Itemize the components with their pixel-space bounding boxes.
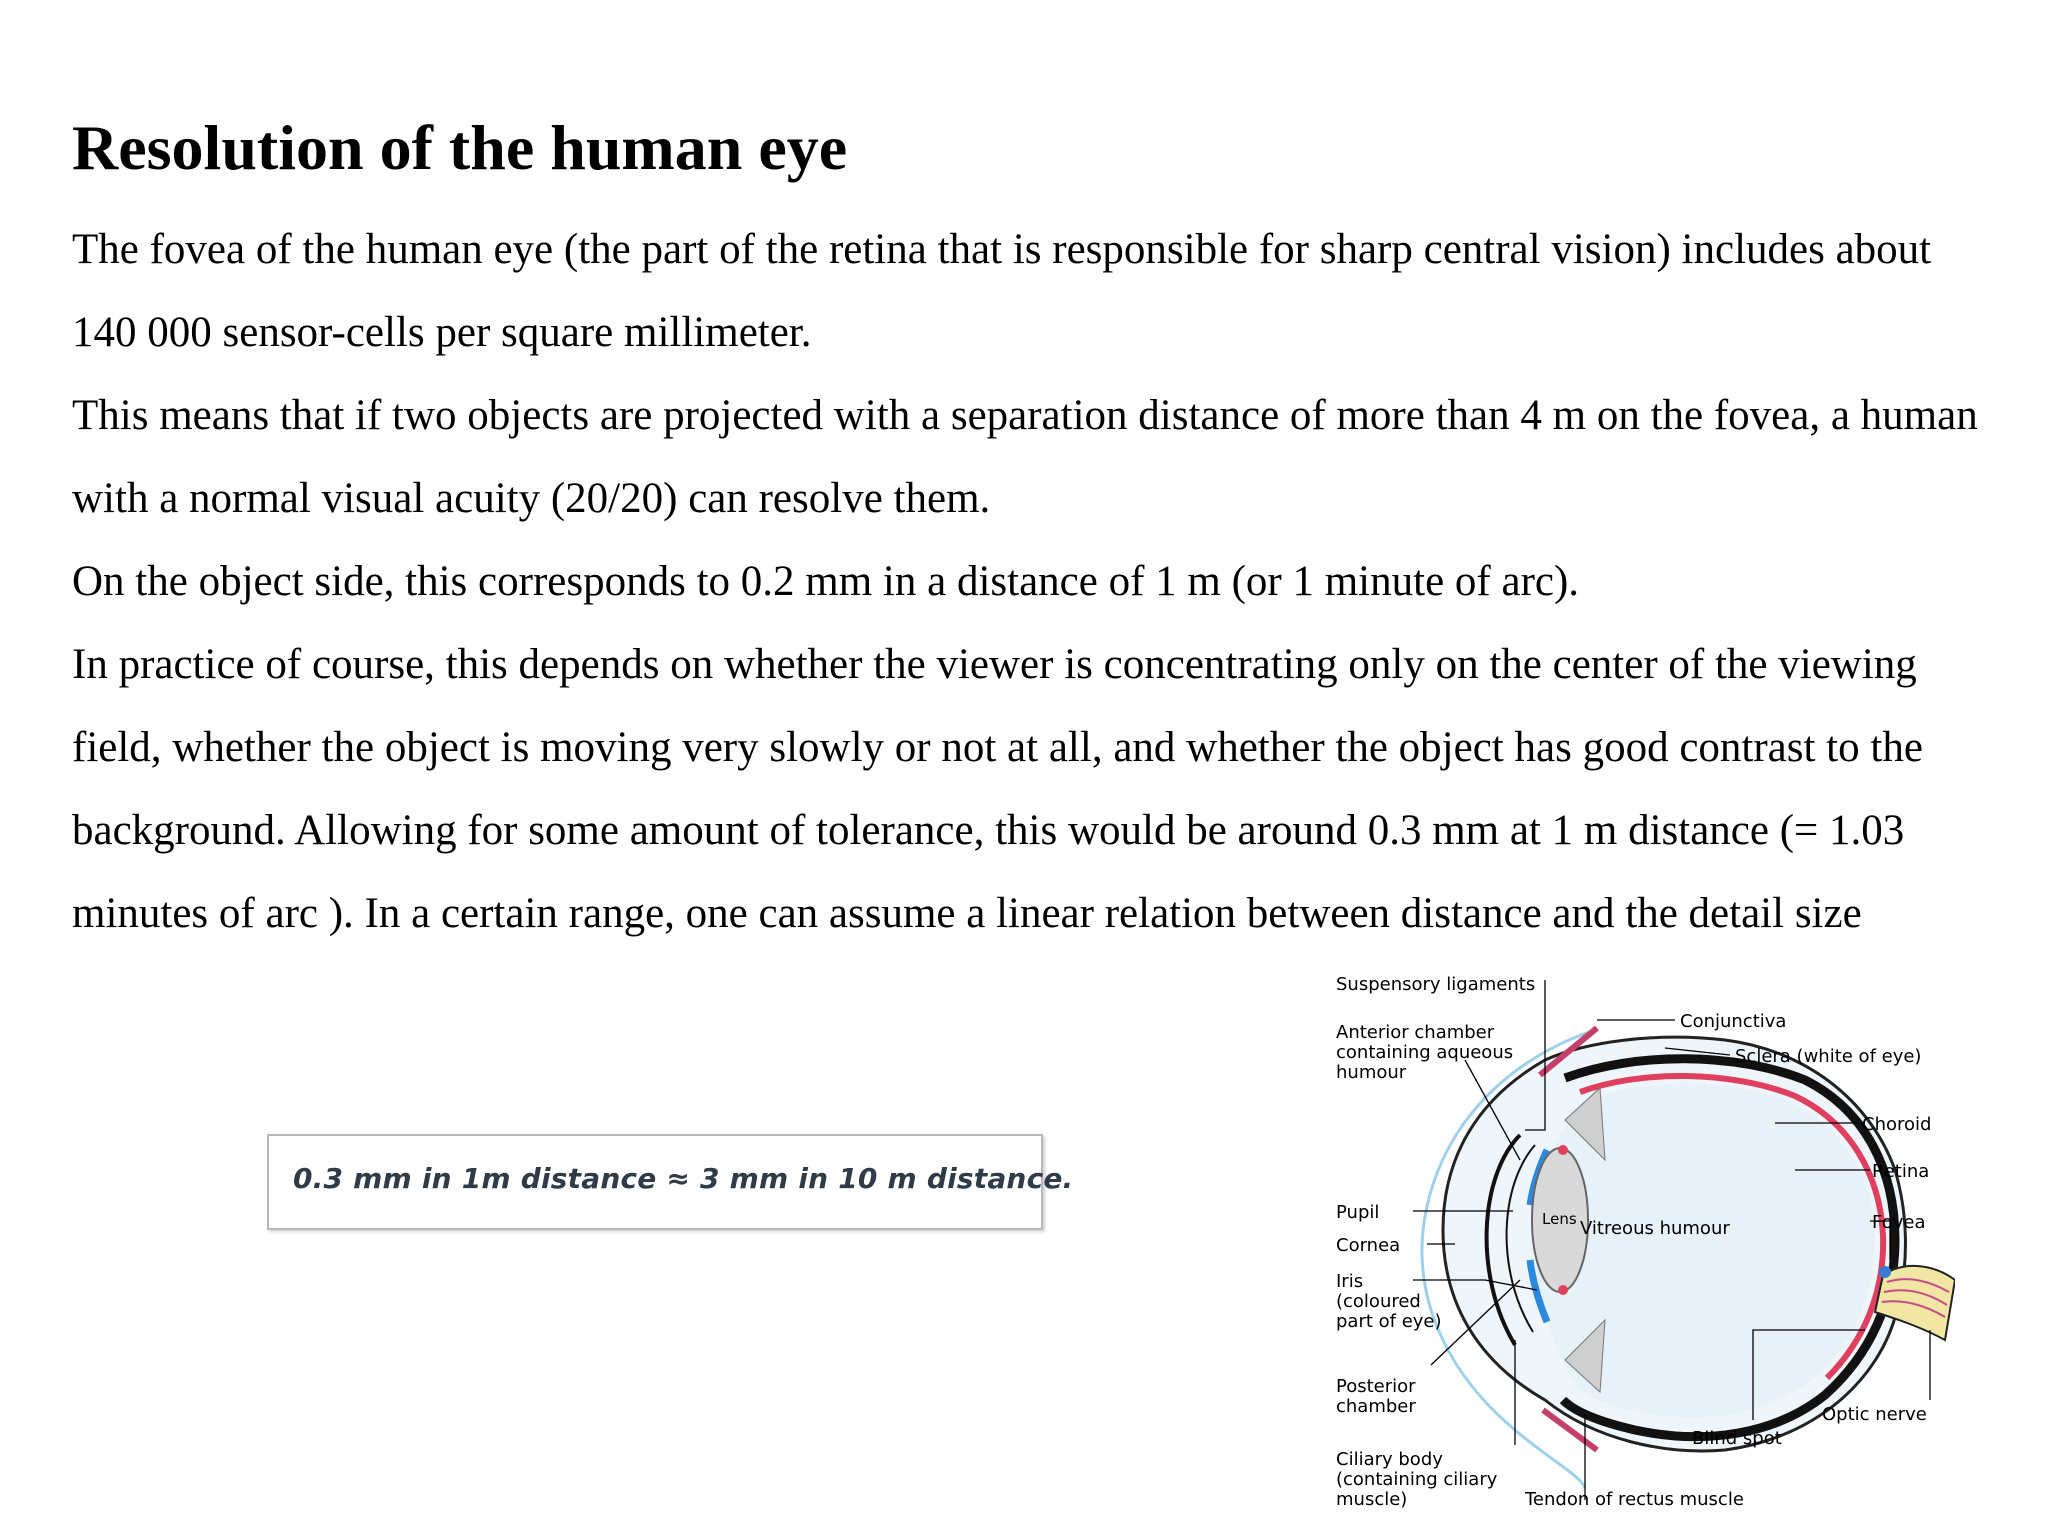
lens-top-dot [1558, 1145, 1568, 1155]
label-posterior-chamber-2: chamber [1336, 1396, 1416, 1417]
eye-diagram-svg [1335, 960, 1955, 1520]
label-cornea: Cornea [1336, 1235, 1401, 1256]
label-conjunctiva: Conjunctiva [1680, 1011, 1787, 1032]
lens-bottom-dot [1558, 1285, 1568, 1295]
paragraph-practice: In practice of course, this depends on whether the viewer is concentrating only on the center of the viewing field, whether the object is moving very slowly or not at all, and whether the object has good contrast to the background. Allowing for some amount of tolerance, this would be around 0.3 mm at 1 m distance (= 1.03 minutes of arc ). In a certain range, one can assume a linear relation between distance and the detail size [72, 641, 1923, 937]
label-suspensory-ligaments: Suspensory ligaments [1336, 974, 1536, 995]
formula-box [267, 1134, 1074, 1230]
eye-diagram [1335, 960, 1955, 1520]
label-fovea: Fovea [1872, 1212, 1926, 1233]
label-sclera: Sclera (white of eye) [1735, 1046, 1922, 1067]
label-ciliary-body-1: Ciliary body [1336, 1449, 1443, 1470]
paragraph-object-side: On the object side, this corresponds to 0.2 mm in a distance of 1 m (or 1 minute of arc). [72, 558, 1580, 605]
label-blind-spot: Blind spot [1692, 1428, 1782, 1449]
label-iris-3: part of eye) [1336, 1311, 1442, 1332]
label-retina: Retina [1872, 1161, 1930, 1182]
paragraph-fovea: The fovea of the human eye (the part of the retina that is responsible for sharp central vision) includes about 140 000 sensor-cells per square millimeter. [72, 226, 1932, 356]
label-pupil: Pupil [1336, 1202, 1380, 1223]
label-ciliary-body-2: (containing ciliary [1336, 1469, 1498, 1490]
label-vitreous-humour: Vitreous humour [1580, 1218, 1730, 1239]
page-title: Resolution of the human eye [72, 112, 848, 183]
label-posterior-chamber-1: Posterior [1336, 1376, 1416, 1397]
label-anterior-chamber-2: containing aqueous [1336, 1042, 1514, 1063]
label-lens: Lens [1542, 1210, 1577, 1228]
label-choroid: Choroid [1862, 1114, 1932, 1135]
label-optic-nerve: Optic nerve [1822, 1404, 1927, 1425]
label-tendon: Tendon of rectus muscle [1525, 1489, 1744, 1510]
fovea-marker [1879, 1266, 1891, 1278]
paragraph-resolve: This means that if two objects are projected with a separation distance of more than 4 m on the fovea, a human with a normal visual acuity (20/20) can resolve them. [72, 392, 1978, 522]
label-anterior-chamber-3: humour [1336, 1062, 1407, 1083]
formula-text: 0.3 mm in 1m distance ≈ 3 mm in 10 m distance. [293, 1162, 1074, 1195]
label-iris-1: Iris [1336, 1271, 1364, 1292]
label-iris-2: (coloured [1336, 1291, 1421, 1312]
label-anterior-chamber-1: Anterior chamber [1336, 1022, 1495, 1043]
label-ciliary-body-3: muscle) [1336, 1489, 1408, 1510]
